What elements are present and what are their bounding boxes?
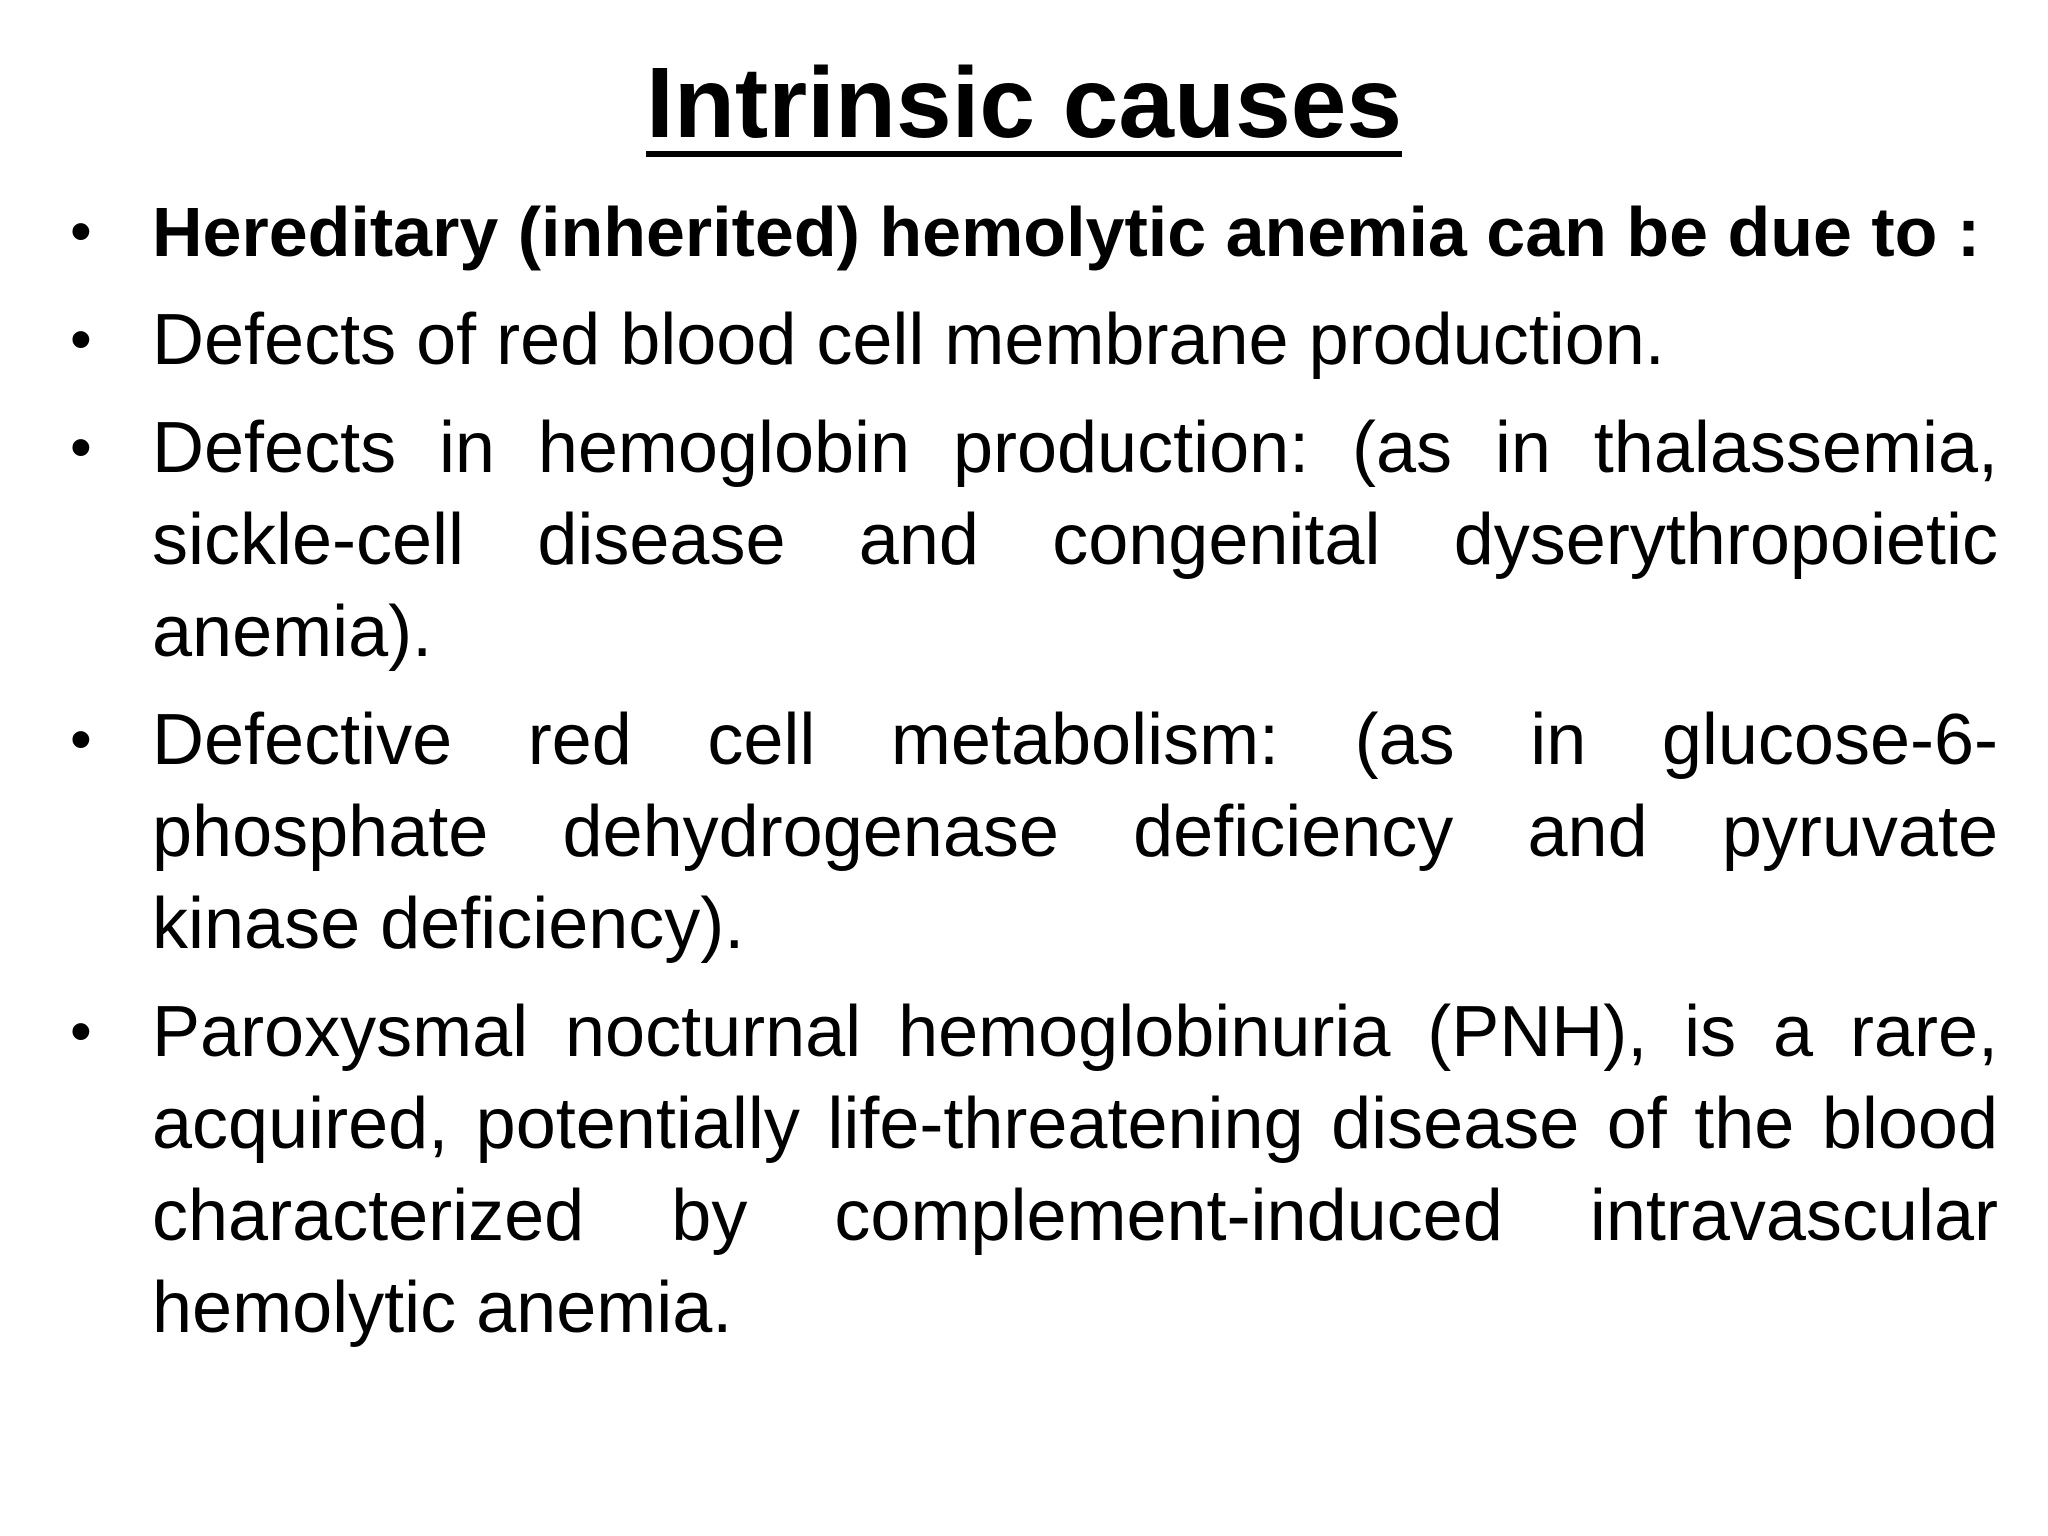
list-item: [70, 402, 1998, 678]
bullet-text-hemoglobin: Defects in hemoglobin production: (as in thalassemia, sickle-cell disease and congenital dyserythropoietic anemia).: [152, 408, 1998, 672]
list-item: [70, 694, 1998, 970]
slide-title: Intrinsic causes: [646, 47, 1402, 159]
bullet-text-metabolism: Defective red cell metabolism: (as in glucose-6-phosphate dehydrogenase deficiency and pyruvate kinase deficiency).: [152, 700, 1998, 964]
bullet-icon: •: [70, 413, 92, 482]
list-item: [70, 986, 1998, 1354]
bullet-icon: •: [70, 305, 92, 374]
bullet-icon: •: [70, 705, 92, 774]
bullet-text-membrane: Defects of red blood cell membrane production.: [152, 300, 1665, 380]
list-item: [70, 186, 1998, 278]
bullet-icon: •: [70, 997, 92, 1066]
list-item: [70, 294, 1998, 386]
bullet-icon: •: [70, 197, 92, 266]
bullet-list: [70, 186, 1998, 1370]
bullet-text-pnh: Paroxysmal nocturnal hemoglobinuria (PNH), is a rare, acquired, potentially life-threatening disease of the blood characterized by complement-induced intravascular hemolytic anemia.: [152, 992, 1998, 1348]
bullet-text-hereditary: Hereditary (inherited) hemolytic anemia can be due to :: [152, 193, 1981, 271]
